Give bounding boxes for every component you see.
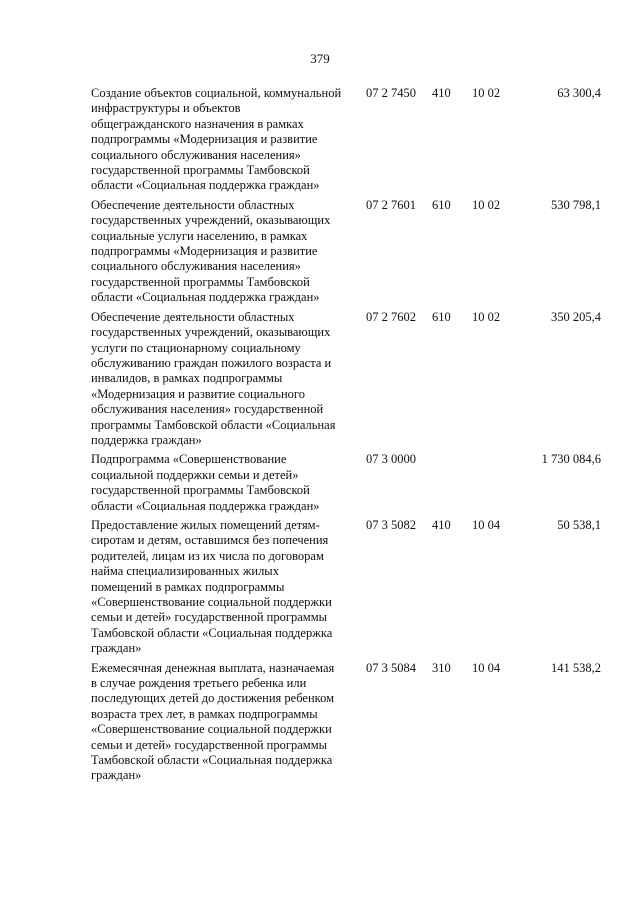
row-section-code: 10 04 [472,517,501,532]
row-description: Создание объектов социальной, коммунальной инфраструктуры и объектов общегражданского назначения в рамках подпрограммы «Модернизация и развитие социального обслуживания населения» государственной программы Тамбовской области «Социальная поддержка граждан» [91,86,342,193]
row-target-code: 07 2 7601 [366,197,416,212]
row-section-code: 10 02 [472,197,501,212]
row-section-code: 10 02 [472,309,501,324]
row-target-code: 07 3 5084 [366,660,416,675]
row-target-code: 07 3 5082 [366,517,416,532]
table-row [91,86,601,194]
row-description: Подпрограмма «Совершенствование социальной поддержки семьи и детей» государственной программы Тамбовской области «Социальная поддержка граждан» [91,452,320,513]
row-target-code: 07 2 7602 [366,309,416,324]
table-row [91,518,601,657]
table-row [91,661,601,784]
row-expense-type: 410 [432,517,451,532]
page-number: 379 [310,51,330,66]
row-expense-type: 410 [432,86,451,100]
table-row [91,452,601,514]
row-target-code: 07 2 7450 [366,86,416,100]
row-description: Предоставление жилых помещений детям-сиротам и детям, оставшимся без попечения родителей, лицам из их числа по договорам найма специализированных жилых помещений в рамках подпрограммы «Совершенствование социальной поддержки семьи и детей» государственной программы Тамбовской области «Социальная поддержка граждан» [91,517,333,656]
row-expense-type: 310 [432,660,451,675]
table-row [91,198,601,306]
row-expense-type: 610 [432,197,451,212]
row-target-code: 07 3 0000 [366,452,416,467]
row-description: Ежемесячная денежная выплата, назначаемая в случае рождения третьего ребенка или последующих детей до достижения ребенком возраста трех лет, в рамках подпрограммы «Совершенствование социальной поддержки семьи и детей» государственной программы Тамбовской области «Социальная поддержка граждан» [91,660,335,783]
row-amount: 141 538,2 [551,660,601,675]
table-row [91,310,601,449]
row-section-code: 10 02 [472,86,501,100]
row-amount: 530 798,1 [551,197,601,212]
row-amount: 350 205,4 [551,309,601,324]
row-section-code: 10 04 [472,660,501,675]
row-amount: 63 300,4 [557,86,601,100]
row-amount: 50 538,1 [557,517,601,532]
row-description: Обеспечение деятельности областных государственных учреждений, оказывающих социальные услуги населению, в рамках подпрограммы «Модернизация и развитие социального обслуживания населения» государственной программы Тамбовской области «Социальная поддержка граждан» [91,197,331,305]
row-description: Обеспечение деятельности областных государственных учреждений, оказывающих услуги по стационарному социальному обслуживанию граждан пожилого возраста и инвалидов, в рамках подпрограммы «Модернизация и развитие социального обслуживания населения» государственной программы Тамбовской области «Социальная поддержка граждан» [91,309,336,447]
row-expense-type: 610 [432,309,451,324]
row-amount: 1 730 084,6 [541,452,601,467]
budget-table [91,86,601,784]
